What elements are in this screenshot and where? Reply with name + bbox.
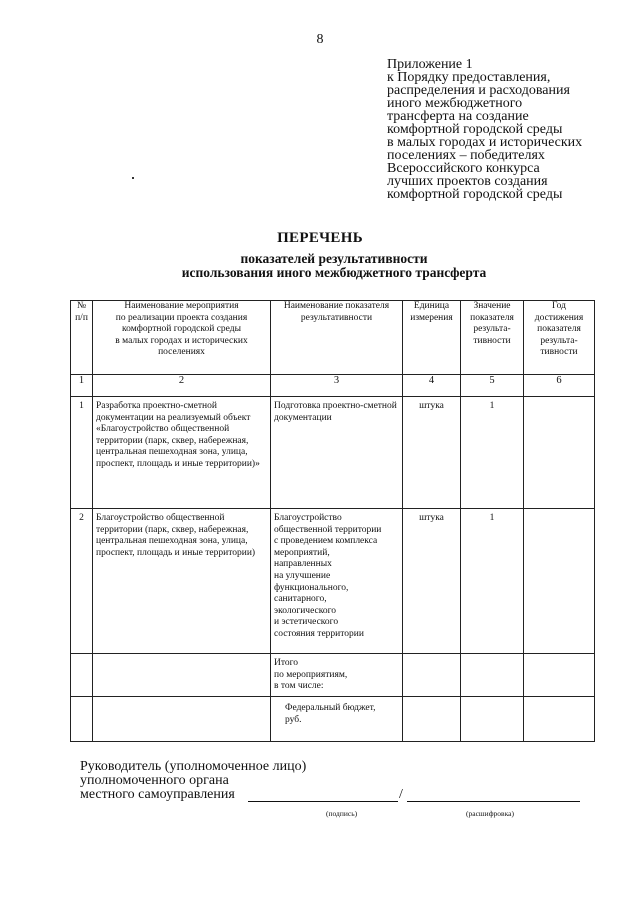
- row-unit: штука: [403, 397, 461, 509]
- appendix-line: поселениях – победителях: [387, 148, 545, 163]
- empty-cell: [71, 697, 93, 742]
- federal-budget-cell: Федеральный бюджет, руб.: [271, 697, 403, 742]
- row-activity: Разработка проектно-сметной документации на реализуемый объект «Благоустройство общественной территории (парк, сквер, набережная, центральная пешеходная зона, улица, проспект, площадь и иные территории)»: [93, 397, 271, 509]
- table-header-row: [71, 301, 595, 375]
- column-number-row: [71, 375, 595, 397]
- column-number: 2: [93, 375, 271, 397]
- scan-speck: [132, 177, 134, 179]
- signature-line-text: уполномоченного органа: [80, 773, 229, 788]
- table-row-federal: [71, 697, 595, 742]
- empty-cell: [524, 654, 595, 697]
- empty-cell: [403, 654, 461, 697]
- signature-underline: [248, 801, 398, 802]
- column-number: 3: [271, 375, 403, 397]
- header-cell-indicator: Наименование показателя результативности: [271, 301, 403, 375]
- row-value: 1: [461, 509, 524, 654]
- row-number: 2: [71, 509, 93, 654]
- signature-slash: /: [399, 787, 403, 802]
- appendix-line: иного межбюджетного: [387, 96, 523, 111]
- empty-cell: [524, 697, 595, 742]
- total-label-cell: Итого по мероприятиям, в том числе:: [271, 654, 403, 697]
- appendix-line: лучших проектов создания: [387, 174, 548, 189]
- signature-block: [80, 760, 306, 802]
- subtitle-line: показателей результативности: [240, 251, 428, 266]
- empty-cell: [461, 697, 524, 742]
- row-activity: Благоустройство общественной территории (парк, сквер, набережная, центральная пешеходная зона, улица, проспект, площадь и иные территории): [93, 509, 271, 654]
- appendix-line: комфортной городской среды: [387, 187, 563, 202]
- subtitle-line: использования иного межбюджетного трансферта: [181, 265, 487, 280]
- header-cell-year: Год достижения показателя результа- тивности: [524, 301, 595, 375]
- document-subtitle: [0, 252, 640, 280]
- decode-caption: (расшифровка): [466, 809, 514, 818]
- appendix-line: к Порядку предоставления,: [387, 70, 551, 85]
- row-number: 1: [71, 397, 93, 509]
- column-number: 4: [403, 375, 461, 397]
- appendix-line: распределения и расходования: [387, 83, 570, 98]
- row-year: [524, 509, 595, 654]
- signature-line-text: Руководитель (уполномоченное лицо): [80, 759, 307, 774]
- signature-line-text: местного самоуправления: [80, 787, 235, 802]
- appendix-line: Всероссийского конкурса: [387, 161, 540, 176]
- indicators-table: [70, 300, 595, 742]
- row-indicator: Подготовка проектно-сметной документации: [271, 397, 403, 509]
- appendix-line: трансферта на создание: [387, 109, 529, 124]
- empty-cell: [93, 697, 271, 742]
- column-number: 1: [71, 375, 93, 397]
- appendix-line: комфортной городской среды: [387, 122, 563, 137]
- header-cell-value: Значение показателя результа- тивности: [461, 301, 524, 375]
- empty-cell: [93, 654, 271, 697]
- page-number: 8: [316, 32, 324, 47]
- empty-cell: [403, 697, 461, 742]
- header-cell-unit: Единица измерения: [403, 301, 461, 375]
- appendix-line: Приложение 1: [387, 57, 473, 72]
- table-row-total: [71, 654, 595, 697]
- row-year: [524, 397, 595, 509]
- header-cell-activity: Наименование мероприятия по реализации проекта создания комфортной городской среды в малых городах и исторических поселениях: [93, 301, 271, 375]
- empty-cell: [71, 654, 93, 697]
- header-cell-number: № п/п: [71, 301, 93, 375]
- row-unit: штука: [403, 509, 461, 654]
- row-indicator: Благоустройство общественной территории с проведением комплекса мероприятий, направленных на улучшение функционального, санитарного, экологического и эстетического состояния территории: [271, 509, 403, 654]
- table-row: [71, 397, 595, 509]
- empty-cell: [461, 654, 524, 697]
- table-row: [71, 509, 595, 654]
- decode-underline: [407, 801, 580, 802]
- signature-caption: (подпись): [326, 809, 358, 818]
- document-title: ПЕРЕЧЕНЬ: [277, 230, 363, 246]
- appendix-line: в малых городах и исторических: [387, 135, 583, 150]
- row-value: 1: [461, 397, 524, 509]
- appendix-block: [387, 58, 637, 201]
- column-number: 6: [524, 375, 595, 397]
- column-number: 5: [461, 375, 524, 397]
